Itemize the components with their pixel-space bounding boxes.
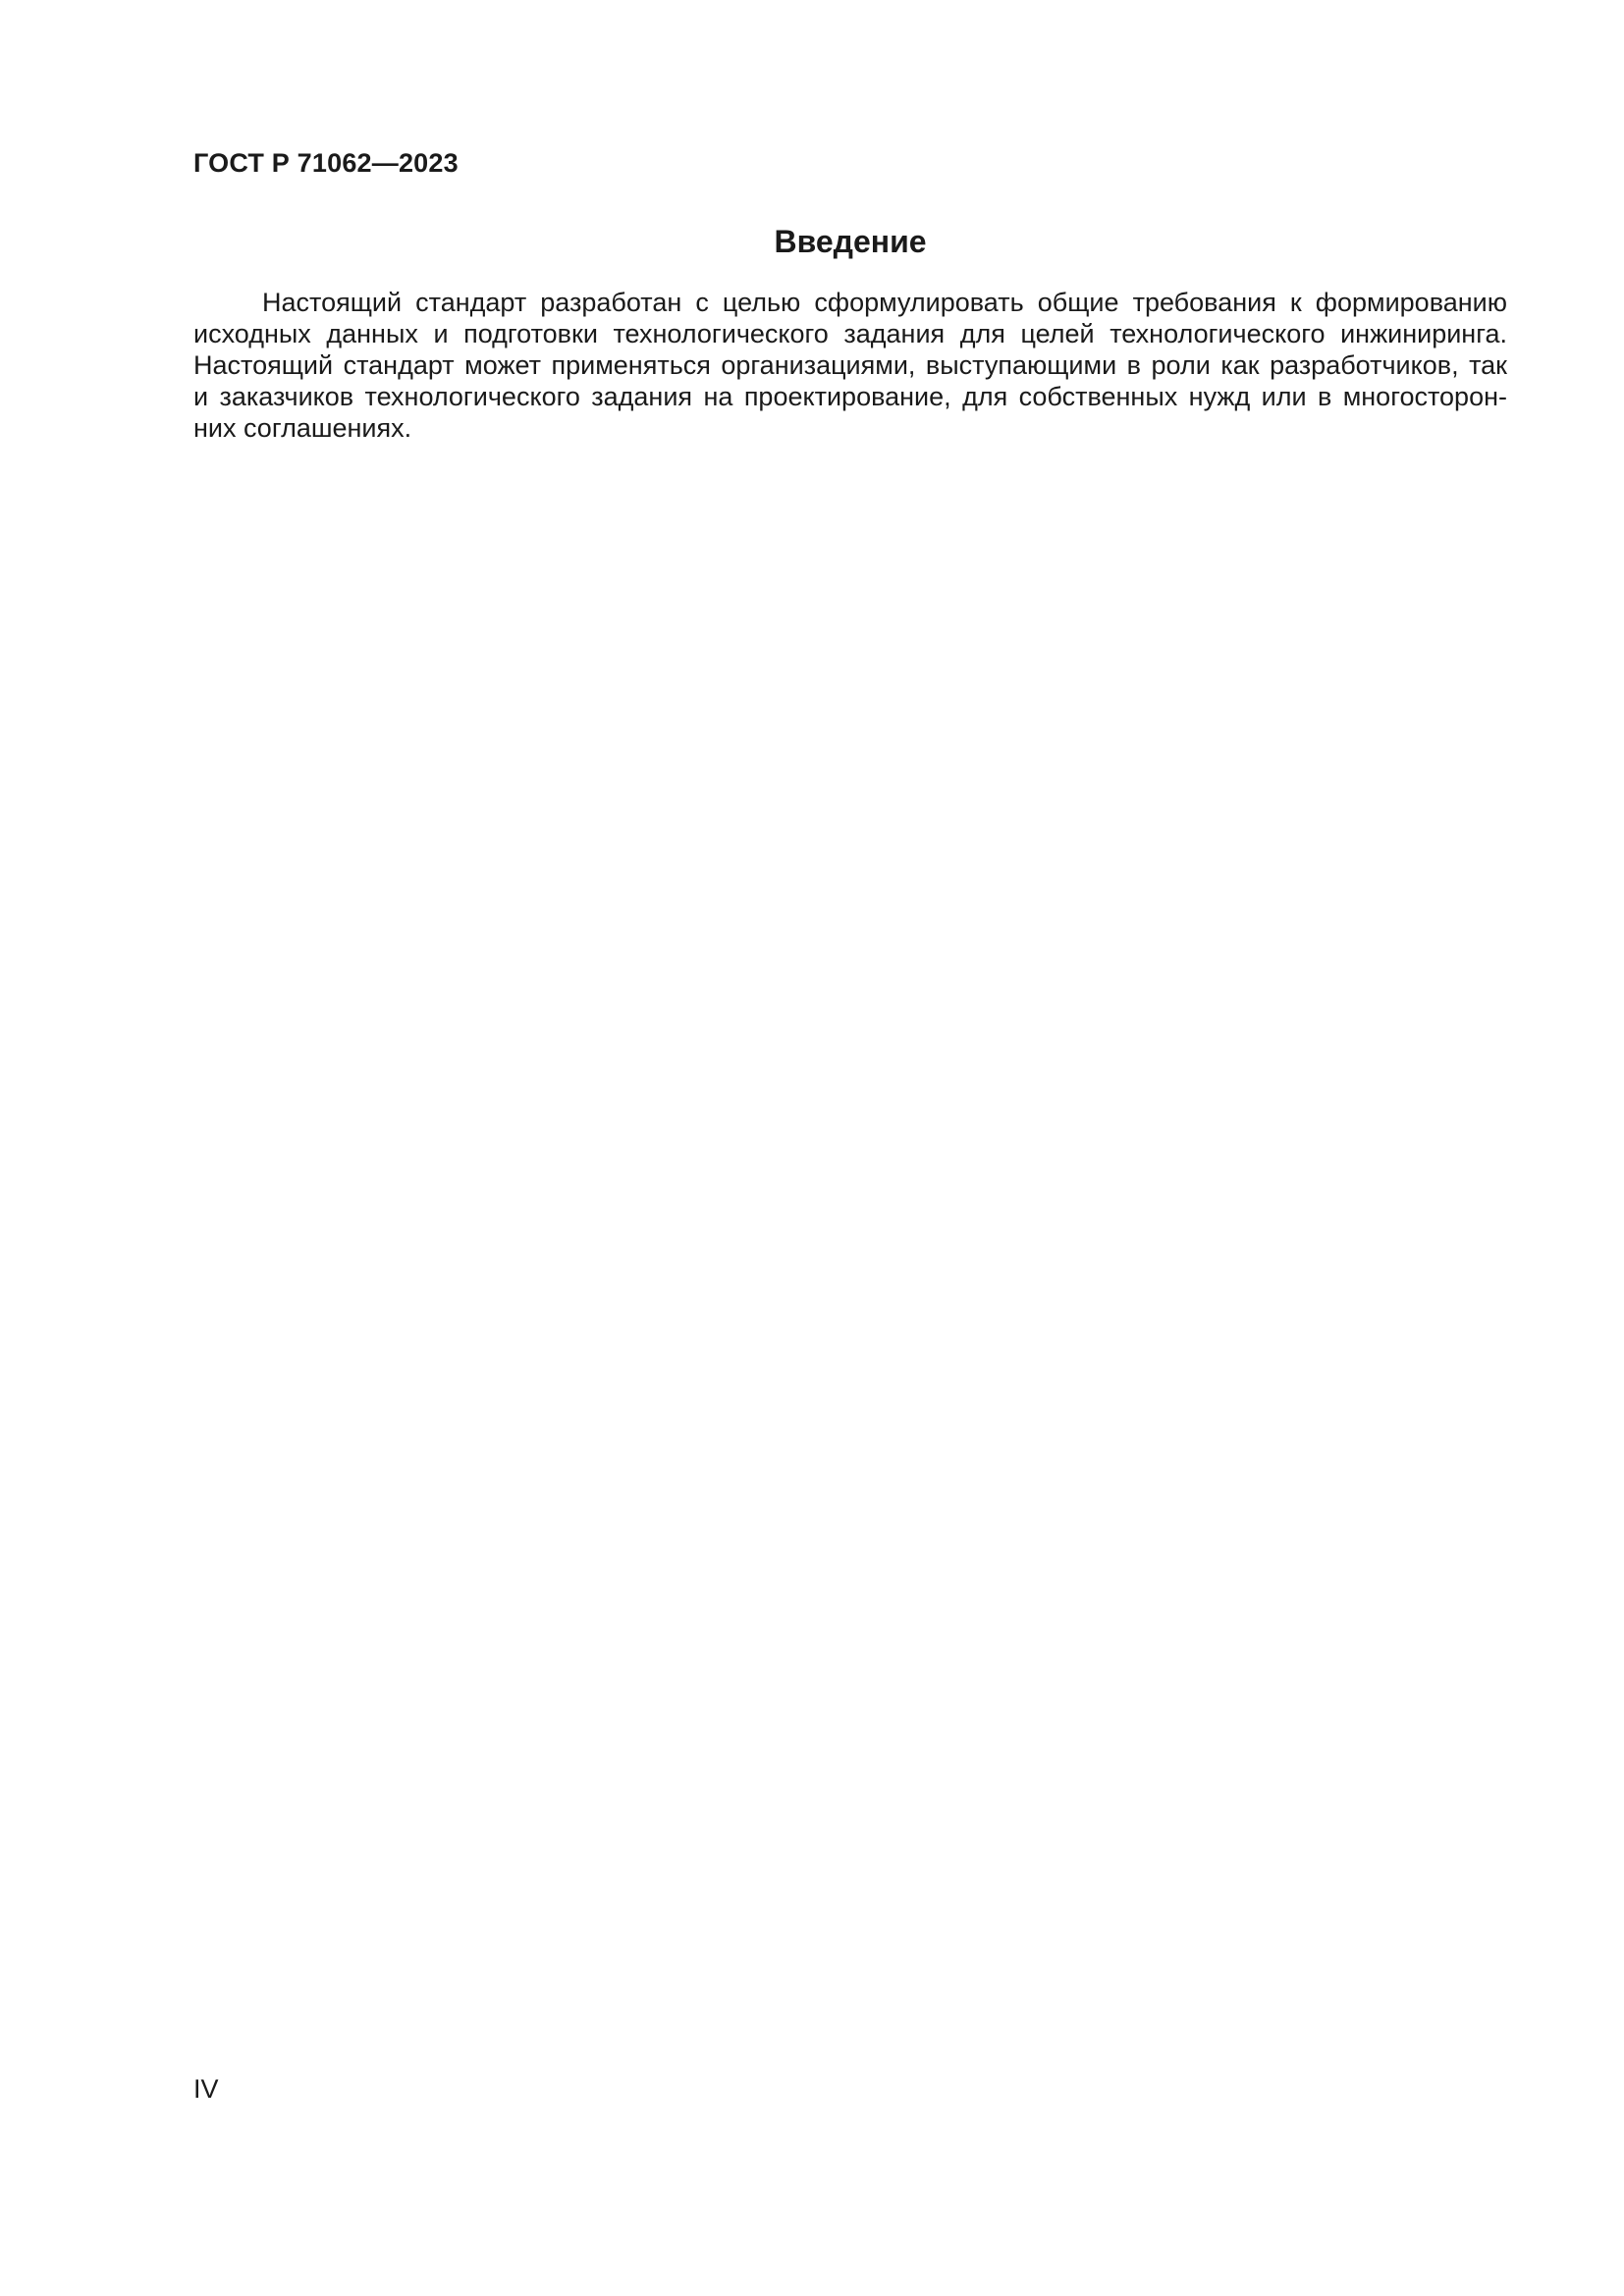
paragraph-line: и заказчиков технологического задания на проектирование, для собственных нужд или в многосторон- bbox=[193, 382, 1507, 411]
document-code-header: ГОСТ Р 71062—2023 bbox=[193, 148, 459, 178]
section-title: Введение bbox=[774, 224, 927, 259]
introduction-paragraph bbox=[193, 287, 1507, 444]
paragraph-line: Настоящий стандарт может применяться организациями, выступающими в роли как разработчиков, так bbox=[193, 350, 1507, 380]
paragraph-line: них соглашениях. bbox=[193, 413, 412, 443]
paragraph-line: Настоящий стандарт разработан с целью сформулировать общие требования к формированию bbox=[262, 288, 1507, 317]
page-number: IV bbox=[193, 2074, 219, 2104]
paragraph-line: исходных данных и подготовки технологического задания для целей технологического инжиниринга. bbox=[193, 319, 1507, 348]
